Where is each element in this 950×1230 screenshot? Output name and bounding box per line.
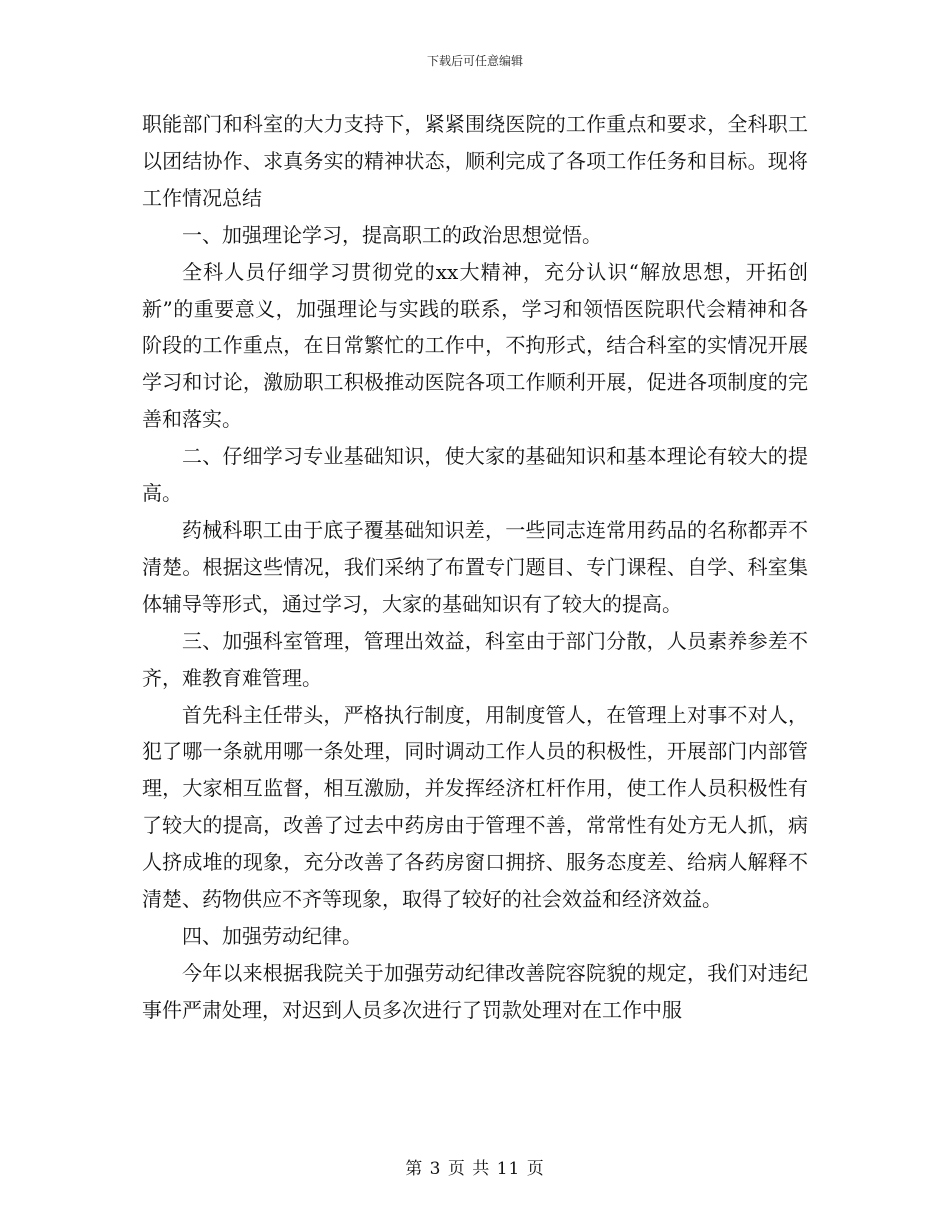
section-heading-2: 二、仔细学习专业基础知识，使大家的基础知识和基本理论有较大的提高。 [142, 444, 808, 506]
document-body [142, 106, 808, 1029]
paragraph-section-2: 药械科职工由于底子覆基础知识差，一些同志连常用药品的名称都弄不清楚。根据这些情况，我们采纳了布置专门题目、专门课程、自学、科室集体辅导等形式，通过学习，大家的基础知识有了较大的提高。 [142, 517, 808, 616]
page-header-note: 下载后可任意编辑 [426, 54, 523, 68]
page-number: 第 3 页 共 11 页 [405, 1159, 545, 1179]
section-heading-1: 一、加强理论学习，提高职工的政治思想觉悟。 [182, 222, 602, 247]
paragraph-section-4: 今年以来根据我院关于加强劳动纪律改善院容院貌的规定，我们对违纪事件严肃处理，对迟到人员多次进行了罚款处理对在工作中服 [142, 960, 808, 1022]
paragraph-section-3: 首先科主任带头，严格执行制度，用制度管人，在管理上对事不对人，犯了哪一条就用哪一条处理，同时调动工作人员的积极性，开展部门内部管理，大家相互监督，相互激励，并发挥经济杠杆作用，使工作人员积极性有了较大的提高，改善了过去中药房由于管理不善，常常性有处方无人抓，病人挤成堆的现象，充分改善了各药房窗口拥挤、服务态度差、给病人解释不清楚、药物供应不齐等现象，取得了较好的社会效益和经济效益。 [142, 702, 808, 912]
paragraph-intro: 职能部门和科室的大力支持下，紧紧围绕医院的工作重点和要求，全科职工以团结协作、求真务实的精神状态，顺利完成了各项工作任务和目标。现将工作情况总结 [142, 112, 808, 210]
paragraph-section-1: 全科人员仔细学习贯彻党的xx大精神，充分认识“解放思想，开拓创新”的重要意义，加强理论与实践的联系，学习和领悟医院职代会精神和各阶段的工作重点，在日常繁忙的工作中，不拘形式，结合科室的实情况开展学习和讨论，激励职工积极推动医院各项工作顺利开展，促进各项制度的完善和落实。 [142, 259, 808, 432]
section-heading-3: 三、加强科室管理，管理出效益，科室由于部门分散，人员素养参差不齐，难教育难管理。 [142, 628, 808, 690]
section-heading-4: 四、加强劳动纪律。 [182, 923, 362, 948]
